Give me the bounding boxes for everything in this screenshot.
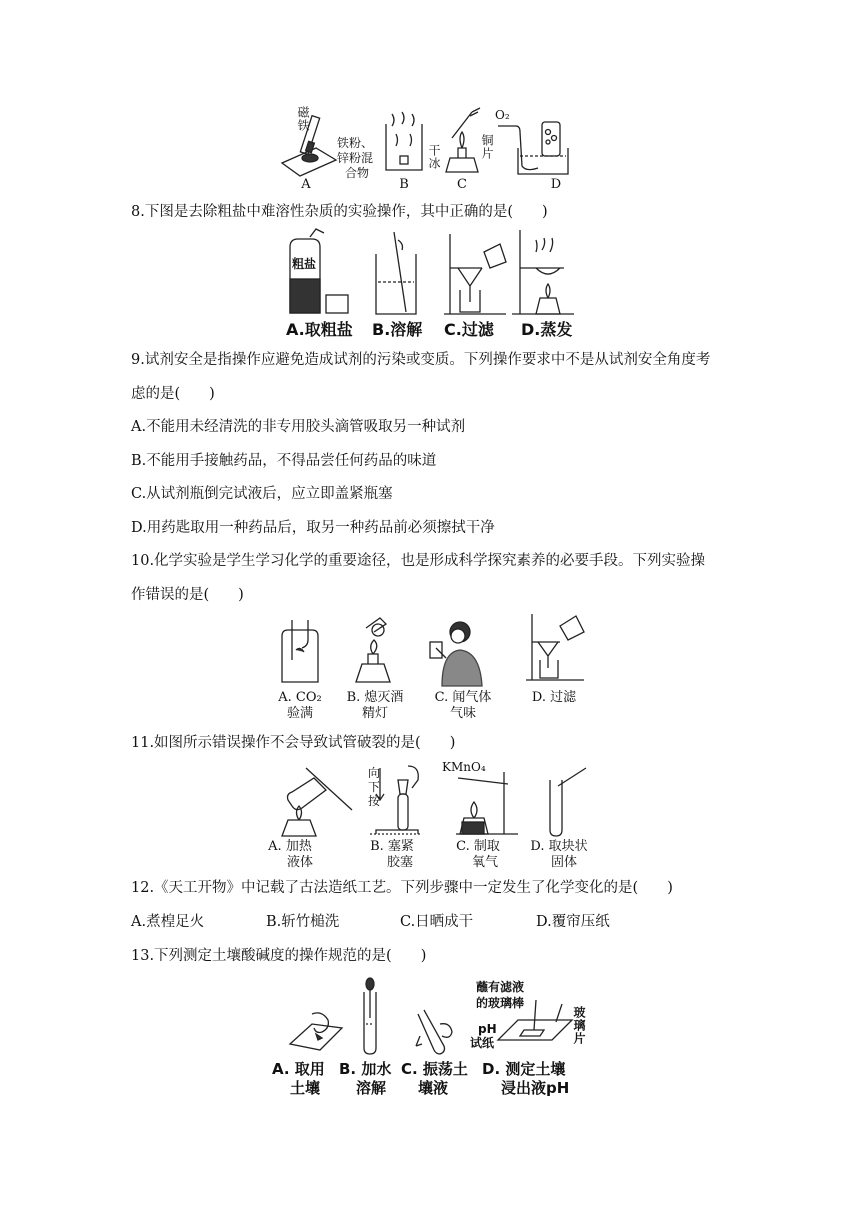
q10-caption-d-line1: D. 过滤 xyxy=(531,690,577,705)
dry-ice-label: 干冰 xyxy=(427,144,441,170)
q10-caption-a-line2: 验满 xyxy=(286,706,313,721)
q12-option-b: B.斩竹槌洗 xyxy=(266,914,340,930)
q8-caption-a: A.取粗盐 xyxy=(286,320,353,339)
q10-caption-b-line1: B. 熄灭酒 xyxy=(346,690,404,705)
q12-option-d: D.覆帘压纸 xyxy=(536,914,610,930)
rod-label-2: 的玻璃棒 xyxy=(476,996,525,1010)
q13-caption-d-line1: D. 测定土壤 xyxy=(482,1060,566,1078)
question-11-text: 11.如图所示错误操作不会导致试管破裂的是( ) xyxy=(131,735,456,751)
q12-option-c: C.日晒成干 xyxy=(400,914,474,930)
push-down-label: 向下按 xyxy=(368,766,381,808)
question-10-text-line1: 10.化学实验是学生学习化学的重要途径，也是形成科学探究素养的必要手段。下列实验操 xyxy=(131,553,706,569)
q10-co2-bottle xyxy=(276,620,324,684)
q10-caption-b-line2: 精灯 xyxy=(361,706,388,721)
q8-caption-b: B.溶解 xyxy=(372,320,423,339)
magnet-label: 磁铁 xyxy=(296,106,310,132)
q11-heat-liquid xyxy=(276,760,360,838)
q10-filter-setup xyxy=(524,614,588,682)
q11-block-solid xyxy=(540,768,590,838)
question-13-text: 13.下列测定土壤酸碱度的操作规范的是( ) xyxy=(131,948,427,964)
q11-caption-a-line2: 液体 xyxy=(286,855,313,870)
glass-label: 玻璃片 xyxy=(572,1006,586,1045)
q10-smell-person xyxy=(428,618,492,688)
fig7-caption-c: C xyxy=(457,177,467,192)
q8-caption-c: C.过滤 xyxy=(444,320,494,339)
q8-dissolve-beaker xyxy=(372,230,420,316)
q13-add-water xyxy=(358,978,382,1056)
mixture-label-1: 铁粉、 xyxy=(337,136,374,150)
fig7-caption-b: B xyxy=(399,177,409,192)
q13-caption-d-line2: 浸出液pH xyxy=(501,1079,570,1097)
q13-caption-c-line1: C. 振荡土 xyxy=(401,1060,468,1078)
q13-caption-c-line2: 壤液 xyxy=(418,1079,449,1097)
q11-caption-b-line2: 胶塞 xyxy=(386,855,413,870)
mixture-label-2: 锌粉混 xyxy=(337,151,374,165)
question-9-text-line1: 9.试剂安全是指操作应避免造成试剂的污染或变质。下列操作要求中不是从试剂安全角度考 xyxy=(131,352,711,368)
question-10-text-line2: 作错误的是( ) xyxy=(131,587,244,603)
q9-option-a: A.不能用未经清洗的非专用胶头滴管吸取另一种试剂 xyxy=(131,419,466,435)
ph-paper-label-1: pH xyxy=(478,1022,497,1036)
q8-caption-d: D.蒸发 xyxy=(521,320,573,339)
fig7-apparatus-b xyxy=(382,110,430,174)
q10-caption-a-line1: A. CO₂ xyxy=(278,690,322,705)
q11-caption-c-line1: C. 制取 xyxy=(456,839,500,854)
question-8-text: 8.下图是去除粗盐中难溶性杂质的实验操作，其中正确的是( ) xyxy=(131,204,548,220)
q13-caption-a-line2: 土壤 xyxy=(290,1079,321,1097)
q11-oxygen-setup xyxy=(448,772,526,836)
fig7-caption-a: A xyxy=(301,177,311,192)
q13-take-soil xyxy=(288,1004,344,1054)
question-12-text: 12.《天工开物》中记载了古法造纸工艺。下列步骤中一定发生了化学变化的是( ) xyxy=(131,880,673,896)
q8-filter-setup xyxy=(440,234,510,316)
q8-salt-jar xyxy=(282,233,350,315)
q8-evaporation-setup xyxy=(508,230,578,316)
q10-caption-c-line1: C. 闻气体 xyxy=(434,690,492,705)
rod-label-1: 蘸有滤液 xyxy=(476,980,525,994)
fig7-apparatus-d xyxy=(498,118,570,176)
q9-option-b: B.不能用手接触药品，不得品尝任何药品的味道 xyxy=(131,453,437,469)
question-9-text-line2: 虑的是( ) xyxy=(131,386,215,402)
mixture-label-3: 合物 xyxy=(345,166,370,180)
fig7-caption-d: D xyxy=(550,177,562,192)
q11-caption-d-line2: 固体 xyxy=(550,855,577,870)
kmno4-label: KMnO₄ xyxy=(442,760,486,774)
q13-caption-b-line2: 溶解 xyxy=(356,1079,387,1097)
q11-caption-c-line2: 氧气 xyxy=(471,855,498,870)
q13-shake xyxy=(414,1000,456,1060)
salt-jar-label: 粗盐 xyxy=(292,257,317,271)
q10-caption-c-line2: 气味 xyxy=(449,706,476,721)
q11-caption-d-line1: D. 取块状 xyxy=(530,839,588,854)
o2-label: O₂ xyxy=(495,108,510,122)
q11-caption-a-line1: A. 加热 xyxy=(268,839,312,854)
q12-option-a: A.煮楻足火 xyxy=(131,914,205,930)
q9-option-d: D.用药匙取用一种药品后，取另一种药品前必须擦拭干净 xyxy=(131,520,495,536)
ph-paper-label-2: 试纸 xyxy=(470,1036,495,1050)
q9-option-c: C.从试剂瓶倒完试液后，应立即盖紧瓶塞 xyxy=(131,486,393,502)
fig7-apparatus-c xyxy=(438,108,486,174)
q11-caption-b-line1: B. 塞紧 xyxy=(370,839,414,854)
q10-alcohol-lamp xyxy=(352,614,396,684)
copper-label: 铜片 xyxy=(480,134,494,160)
q13-caption-a-line1: A. 取用 xyxy=(272,1060,325,1078)
q13-caption-b-line1: B. 加水 xyxy=(339,1060,392,1078)
